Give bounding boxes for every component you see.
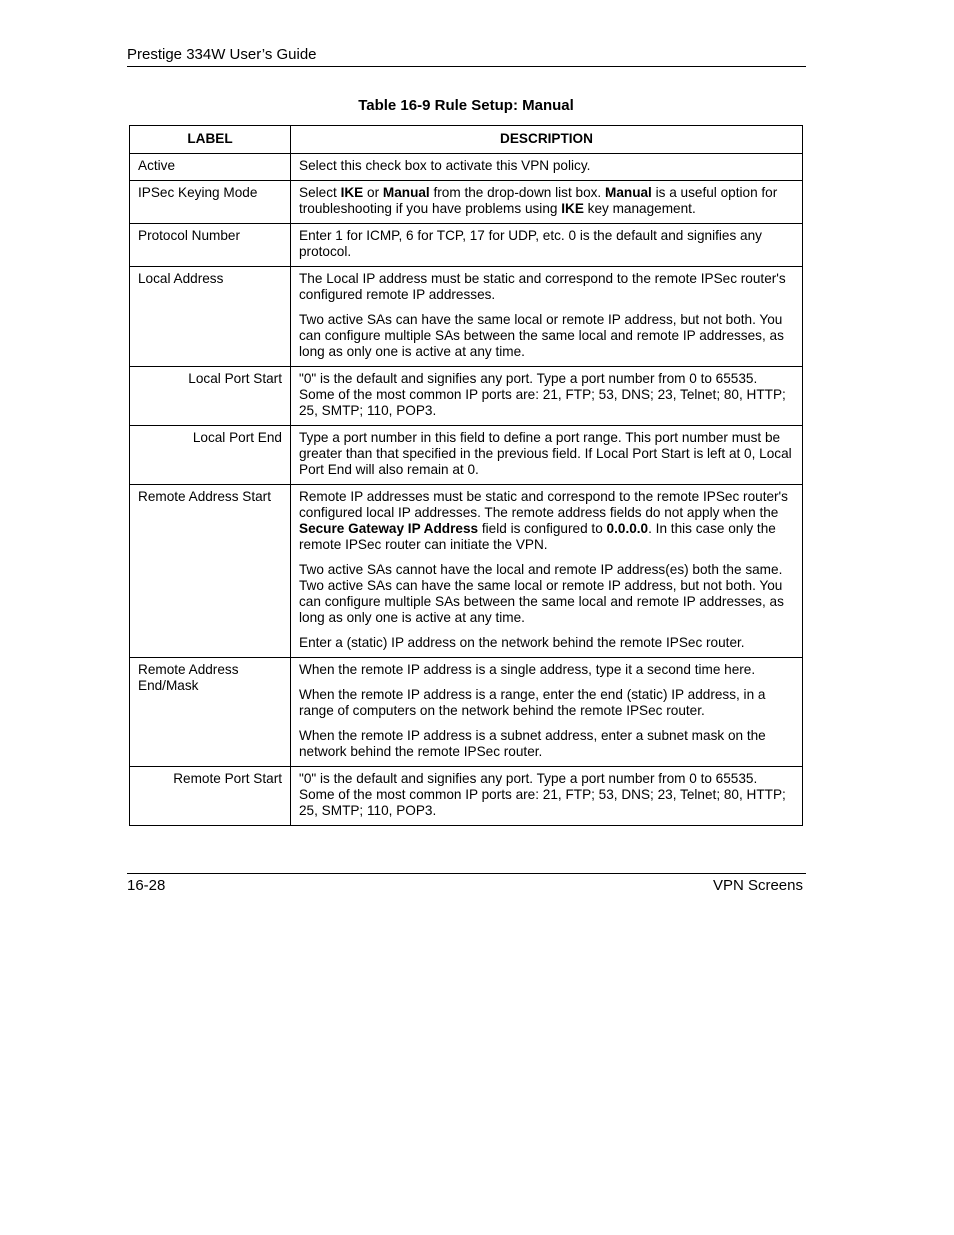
text-run: or [363, 185, 383, 200]
description-paragraph: The Local IP address must be static and correspond to the remote IPSec router's configured remote IP addresses. [299, 271, 786, 302]
table-row [130, 267, 803, 367]
description-paragraph: When the remote IP address is a single address, type it a second time here. [299, 662, 756, 677]
description-paragraph: "0" is the default and signifies any port. Type a port number from 0 to 65535. Some of the most common IP ports are: 21, FTP; 53, DNS; 23, Telnet; 80, HTTP; 25, SMTP; 110, POP3. [299, 371, 786, 418]
row-label: Protocol Number [130, 224, 291, 267]
row-description [291, 267, 803, 367]
table-header-row [130, 126, 803, 154]
description-paragraph: When the remote IP address is a subnet address, enter a subnet mask on the network behind the remote IPSec router. [299, 728, 766, 759]
text-run: key management. [583, 201, 696, 216]
table-body [130, 154, 803, 826]
bold-term: Secure Gateway IP Address [299, 521, 479, 536]
section-name: VPN Screens [712, 877, 803, 894]
row-label: Local Port End [130, 426, 291, 485]
table-row [130, 426, 803, 485]
description-paragraph: "0" is the default and signifies any port. Type a port number from 0 to 65535. Some of the most common IP ports are: 21, FTP; 53, DNS; 23, Telnet; 80, HTTP; 25, SMTP; 110, POP3. [299, 771, 786, 818]
column-header-description: DESCRIPTION [291, 126, 803, 154]
description-paragraph: Two active SAs can have the same local or remote IP address, but not both. You can configure multiple SAs between the same local and remote IP addresses, as long as only one is active at any time. [299, 312, 784, 359]
rule-setup-table [129, 125, 803, 826]
row-description [291, 767, 803, 826]
description-paragraph: When the remote IP address is a range, enter the end (static) IP address, in a range of computers on the network behind the remote IPSec router. [299, 687, 766, 718]
bold-term: Manual [382, 185, 430, 200]
row-description [291, 367, 803, 426]
text-run: Two active SAs cannot have the local and remote IP address(es) both the same. Two active SAs can have the same local or remote IP address, but not both. You can configure multiple SAs between the same local and remote IP addresses, as long as only one is active at any time. [299, 562, 784, 625]
page-number: 16-28 [127, 877, 166, 894]
description-paragraph [299, 635, 794, 651]
bold-term: IKE [561, 201, 584, 216]
row-description [291, 154, 803, 181]
table-row [130, 658, 803, 767]
table-row [130, 485, 803, 658]
description-paragraph [299, 489, 794, 553]
row-label: Local Port Start [130, 367, 291, 426]
description-paragraph: Enter 1 for ICMP, 6 for TCP, 17 for UDP, etc. 0 is the default and signifies any protocol. [299, 228, 762, 259]
row-description [291, 658, 803, 767]
row-label: Remote Address End/Mask [130, 658, 291, 767]
row-label: Active [130, 154, 291, 181]
row-description [291, 224, 803, 267]
row-description [291, 485, 803, 658]
table-row [130, 154, 803, 181]
description-paragraph: Select this check box to activate this VPN policy. [299, 158, 591, 173]
table-row [130, 181, 803, 224]
text-run: . In this case only the remote IPSec router can initiate the VPN. [299, 521, 776, 552]
bold-term: 0.0.0.0 [606, 521, 649, 536]
text-run: Remote IP addresses must be static and correspond to the remote IPSec router's configured local IP addresses. The remote address fields do not apply when the [299, 489, 788, 520]
bold-term: Manual [605, 185, 652, 200]
row-label: Remote Port Start [130, 767, 291, 826]
description-paragraph [299, 562, 794, 626]
description-paragraph: Type a port number in this field to define a port range. This port number must be greater than that specified in the previous field. If Local Port Start is left at 0, Local Port End will also remain at 0. [299, 430, 792, 477]
text-run: field is configured to [478, 521, 607, 536]
row-label: IPSec Keying Mode [130, 181, 291, 224]
description-paragraph [299, 185, 794, 217]
table-row [130, 224, 803, 267]
table-row [130, 367, 803, 426]
text-run: is a useful option for troubleshooting if you have problems using [299, 185, 778, 216]
page-footer [127, 873, 806, 894]
table-row [130, 767, 803, 826]
text-run: Enter a (static) IP address on the network behind the remote IPSec router. [299, 635, 745, 650]
row-label: Local Address [130, 267, 291, 367]
table-caption: Table 16-9 Rule Setup: Manual [358, 97, 574, 114]
text-run: from the drop-down list box. [429, 185, 605, 200]
text-run: Select [299, 185, 341, 200]
page-header [127, 46, 806, 67]
bold-term: IKE [340, 185, 364, 200]
row-label: Remote Address Start [130, 485, 291, 658]
column-header-label: LABEL [130, 126, 291, 154]
row-description [291, 426, 803, 485]
row-description [291, 181, 803, 224]
header-title: Prestige 334W User’s Guide [127, 46, 317, 63]
